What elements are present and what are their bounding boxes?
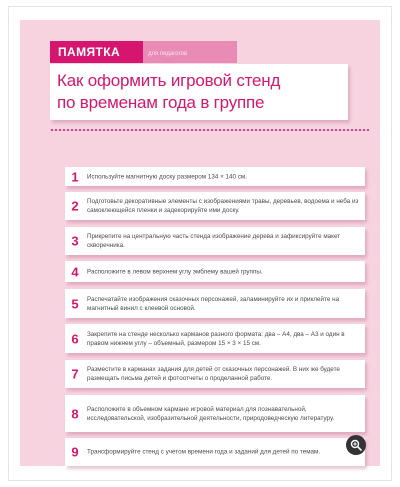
step-text: Трансформируйте стенд с учетом времени года и заданий для детей по темам.: [87, 448, 321, 456]
step-text: Распечатайте изображения сказочных персонажей, заламинируйте их и приклейте на магнитный винил с клеевой основой.: [87, 295, 340, 312]
step-item: [65, 289, 365, 318]
step-text: Используйте магнитную доску размером 134 × 140 см.: [87, 173, 248, 180]
step-item: [65, 261, 365, 282]
step-item: [65, 167, 365, 186]
step-text: Разместите в карманах задания для детей от сказочных персонажей. В них же будете размещать письма детей и фотоотчеты о проделанной работе.: [87, 366, 340, 382]
zoom-in-icon[interactable]: [346, 435, 366, 455]
step-number: 6: [71, 331, 79, 346]
step-text: Расположите в левом верхнем углу эмблему вашей группы.: [87, 268, 263, 275]
step-item: [65, 192, 365, 220]
step-text: Закрепите на стенде несколько карманов разного формата: два – А4, два – А3 и один в правом нижнем углу – объемный, размером 15 × 3 × 15 см.: [87, 330, 345, 347]
title-line-1: Как оформить игровой стенд: [57, 71, 281, 90]
page-title: [50, 64, 348, 114]
title-box: [50, 64, 348, 120]
step-item: [65, 324, 365, 353]
step-number: 9: [71, 444, 79, 460]
banner-sublabel: для педагогов: [143, 41, 237, 63]
dotted-divider: [50, 129, 370, 131]
step-text: Прикрепите на центральную часть стенда изображение дерева и зафиксируйте макет скворечника.: [87, 233, 341, 249]
step-text: Подготовьте декоративные элементы с изображениями травы, деревьев, водоема и неба из самоклеющейся пленки и задекорируйте ими доску.: [87, 198, 359, 214]
step-item: [65, 360, 365, 388]
title-line-2: по временам года в группе: [57, 93, 265, 112]
step-number: 7: [71, 366, 79, 382]
banner-label: ПАМЯТКА: [50, 41, 143, 63]
step-item: [65, 227, 365, 255]
memo-card: [20, 20, 380, 466]
step-number: 1: [71, 169, 79, 184]
step-number: 2: [71, 198, 79, 214]
step-number: 4: [71, 264, 79, 279]
step-number: 8: [71, 406, 79, 421]
step-number: 5: [71, 296, 79, 311]
step-text: Расположите в объемном кармане игровой материал для познавательной, исследовательской, изобразительной деятельности, природоведческую литературу.: [87, 405, 335, 422]
step-number: 3: [71, 233, 79, 249]
step-item: [65, 438, 365, 466]
step-item: [65, 395, 365, 432]
memo-banner: [50, 41, 237, 63]
